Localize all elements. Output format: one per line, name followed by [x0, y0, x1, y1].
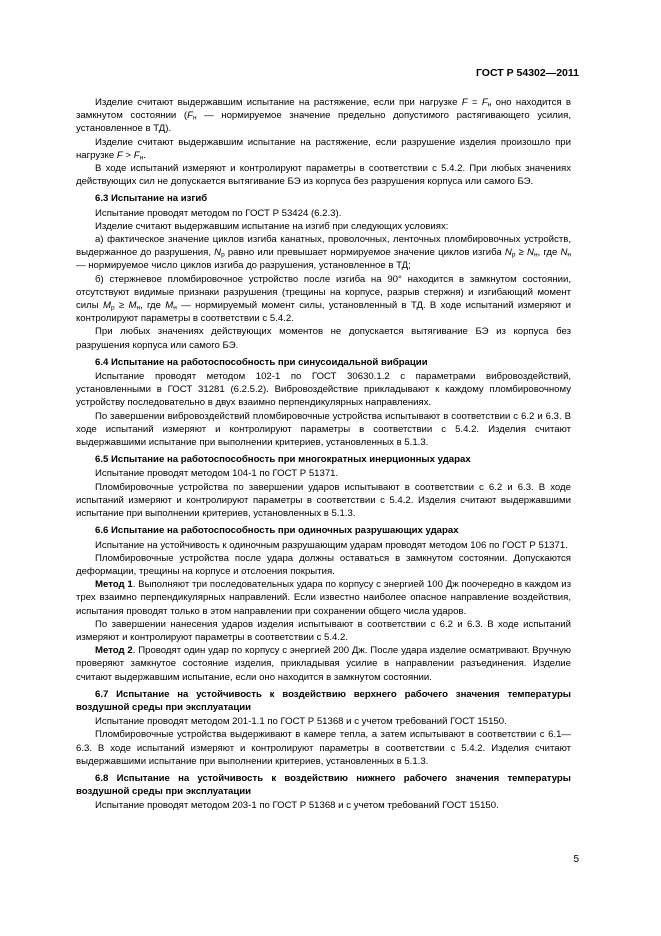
paragraph: б) стержневое пломбировочное устройство после изгиба на 90° находится в замкнутом состоянии, отсутствуют видимые признаки разрушения (трещины на корпусе, разрыв стержня) и изгибающий момент силы $M_р \ge M_н$, где $M_н$ — нормируемый момент силы, установленный в ТД. В ходе испытаний измеряют и контролируют параметры в соответствии с 5.4.2. [76, 273, 571, 325]
paragraph: Пломбировочные устройства выдерживают в камере тепла, а затем испытывают в соответствии с 6.1—6.3. В ходе испытаний измеряют и контролируют параметры в соответствии с 5.4.2. Изделия считают выдержавшими испытание при выполнении критериев, установленных в 5.1.3. [76, 729, 571, 767]
paragraph: Испытание проводят методом 104-1 по ГОСТ Р 51371. [95, 468, 339, 480]
section-heading: 6.8 Испытание на устойчивость к воздействию нижнего рабочего значения температуры воздушной среды при эксплуатации [76, 772, 571, 798]
paragraph: Испытание проводят методом 201-1.1 по ГОСТ Р 51368 и с учетом требований ГОСТ 15150. [95, 716, 507, 728]
paragraph: Метод 1. Выполняют три последовательных удара по корпусу с энергией 100 Дж поочередно в каждом из трех взаимно перпендикулярных направлений. Если известно наиболее опасное направление воздействия, испытания проводят только в этом направлении при сохранении общего числа ударов. [76, 579, 571, 617]
paragraph: Испытание проводят методом по ГОСТ Р 53424 (6.2.3). [95, 207, 342, 219]
paragraph: Испытание на устойчивость к одиночным разрушающим ударам проводят методом 106 по ГОСТ Р 51371. [95, 539, 568, 551]
document-body [76, 96, 571, 813]
section-heading: 6.6 Испытание на работоспособность при одиночных разрушающих ударах [95, 525, 459, 537]
paragraph: В ходе испытаний измеряют и контролируют параметры в соответствии с 5.4.2. При любых значениях действующих сил не допускается вытягивание БЭ из корпуса без разрушения корпуса или самого БЭ. [76, 163, 571, 188]
paragraph: По завершении нанесения ударов изделия испытывают в соответствии с 6.2 и 6.3. В ходе испытаний измеряют и контролируют параметры в соответствии с 5.4.2. [76, 618, 571, 643]
paragraph: Испытание проводят методом 203-1 по ГОСТ Р 51368 и с учетом требований ГОСТ 15150. [95, 800, 499, 812]
paragraph: Изделие считают выдержавшим испытание на изгиб при следующих условиях: [95, 220, 449, 232]
section-heading: 6.5 Испытание на работоспособность при многократных инерционных ударах [95, 454, 471, 466]
paragraph: Изделие считают выдержавшим испытание на растяжение, если при нагрузке $F = F_н$ оно находится в замкнутом состоянии ($F_н$ — нормируемое значение предельно допустимого растягивающего усилия, установленное в ТД). [76, 97, 571, 135]
section-heading: 6.4 Испытание на работоспособность при синусоидальной вибрации [95, 356, 428, 368]
paragraph: а) фактическое значение циклов изгиба канатных, проволочных, ленточных пломбировочных устройств, выдержанное до разрушения, $N_р$ равно или превышает нормируемое значение циклов изгиба $N_р \ge N_н$, где $N_н$ — нормируемое число циклов изгиба до разрушения, установленное в ТД; [76, 234, 571, 272]
paragraph: При любых значениях действующих моментов не допускается вытягивание БЭ из корпуса без разрушения корпуса или самого БЭ. [76, 326, 571, 351]
paragraph: По завершении вибровоздействий пломбировочные устройства испытывают в соответствии с 6.2 и 6.3. В ходе испытаний измеряют и контролируют параметры в соответствии с 5.4.2. Изделия считают выдержавшими испытание при выполнении критериев, установленных в 5.1.3. [76, 410, 571, 449]
paragraph: Пломбировочные устройства после удара должны оставаться в замкнутом состоянии. Допускаются деформации, трещины на корпусе и отслоения покрытия. [76, 552, 571, 577]
page-header-standard-code: ГОСТ Р 54302—2011 [475, 67, 579, 79]
paragraph: Метод 2. Проводят один удар по корпусу с энергией 200 Дж. После удара изделие осматривают. Вручную проверяют замкнутое состояние изделия, прикладывая усилие в направлении разъединения. Изделие считают выдержавшим испытание, если оно находится в замкнутом состоянии. [76, 645, 571, 683]
paragraph: Пломбировочные устройства по завершении ударов испытывают в соответствии с 6.2 и 6.3. В ходе испытаний измеряют и контролируют параметры в соответствии с 5.4.2. Изделия считают выдержавшими испытание при выполнении критериев, установленных в 5.1.3. [76, 481, 571, 520]
paragraph: Изделие считают выдержавшим испытание на растяжение, если разрушение изделия произошло при нагрузке $F > F_н$. [76, 136, 571, 162]
section-heading: 6.7 Испытание на устойчивость к воздействию верхнего рабочего значения температуры воздушной среды при эксплуатации [76, 688, 571, 713]
section-heading: 6.3 Испытание на изгиб [95, 193, 208, 205]
page-number: 5 [573, 854, 579, 865]
paragraph: Испытание проводят методом 102-1 по ГОСТ 30630.1.2 с параметрами вибровоздействий, установленными в ГОСТ 31281 (6.2.5.2). Вибровоздействие прикладывают к каждому пломбировочному устройству последовательно в двух взаимно перпендикулярных направлениях. [76, 371, 571, 409]
